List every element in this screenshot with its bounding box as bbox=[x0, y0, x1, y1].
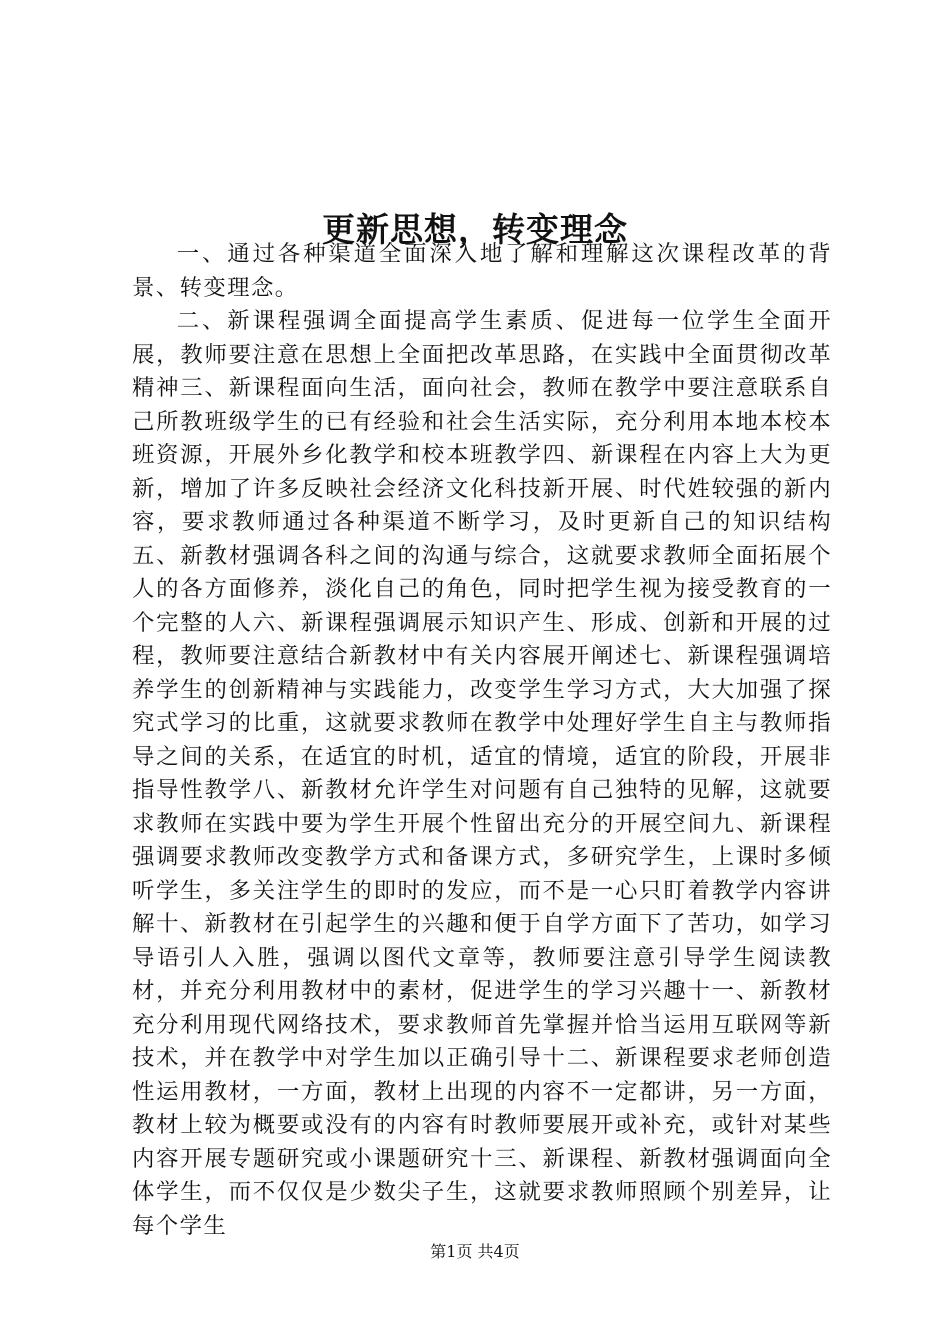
paragraph-1: 一、通过各种渠道全面深入地了解和理解这次课程改革的背景、转变理念。 bbox=[132, 241, 832, 301]
document-body bbox=[132, 238, 832, 1243]
paragraph-2: 二、新课程强调全面提高学生素质、促进每一位学生全面开展，教师要注意在思想上全面把改革思路，在实践中全面贯彻改革精神三、新课程面向生活，面向社会，教师在教学中要注意联系自己所教班级学生的已有经验和社会生活实际，充分利用本地本校本班资源，开展外乡化教学和校本班教学四、新课程在内容上大为更新，增加了许多反映社会经济文化科技新开展、时代姓较强的新内容，要求教师通过各种渠道不断学习，及时更新自己的知识结构五、新教材强调各科之间的沟通与综合，这就要求教师全面拓展个人的各方面修养，淡化自己的角色，同时把学生视为接受教育的一个完整的人六、新课程强调展示知识产生、形成、创新和开展的过程，教师要注意结合新教材中有关内容展开阐述七、新课程强调培养学生的创新精神与实践能力，改变学生学习方式，大大加强了探究式学习的比重，这就要求教师在教学中处理好学生自主与教师指导之间的关系，在适宜的时机，适宜的情境，适宜的阶段，开展非指导性教学八、新教材允许学生对问题有自己独特的见解，这就要求教师在实践中要为学生开展个性留出充分的开展空间九、新课程强调要求教师改变教学方式和备课方式，多研究学生，上课时多倾听学生，多关注学生的即时的发应，而不是一心只盯着教学内容讲解十、新教材在引起学生的兴趣和便于自学方面下了苦功，如学习导语引人入胜，强调以图代文章等，教师要注意引导学生阅读教材，并充分利用教材中的素材，促进学生的学习兴趣十一、新教材充分利用现代网络技术，要求教师首先掌握并恰当运用互联网等新技术，并在教学中对学生加以正确引导十二、新课程要求老师创造性运用教材，一方面，教材上出现的内容不一定都讲，另一方面，教材上较为概要或没有的内容有时教师要展开或补充，或针对某些内容开展专题研究或小课题研究十三、新课程、新教材强调面向全体学生，而不仅仅是少数尖子生，这就要求教师照顾个别差异，让每个学生 bbox=[132, 308, 832, 1239]
page-number-footer: 第1页 共4页 bbox=[430, 1242, 520, 1261]
document-title: 更新思想，转变理念 bbox=[322, 210, 628, 250]
